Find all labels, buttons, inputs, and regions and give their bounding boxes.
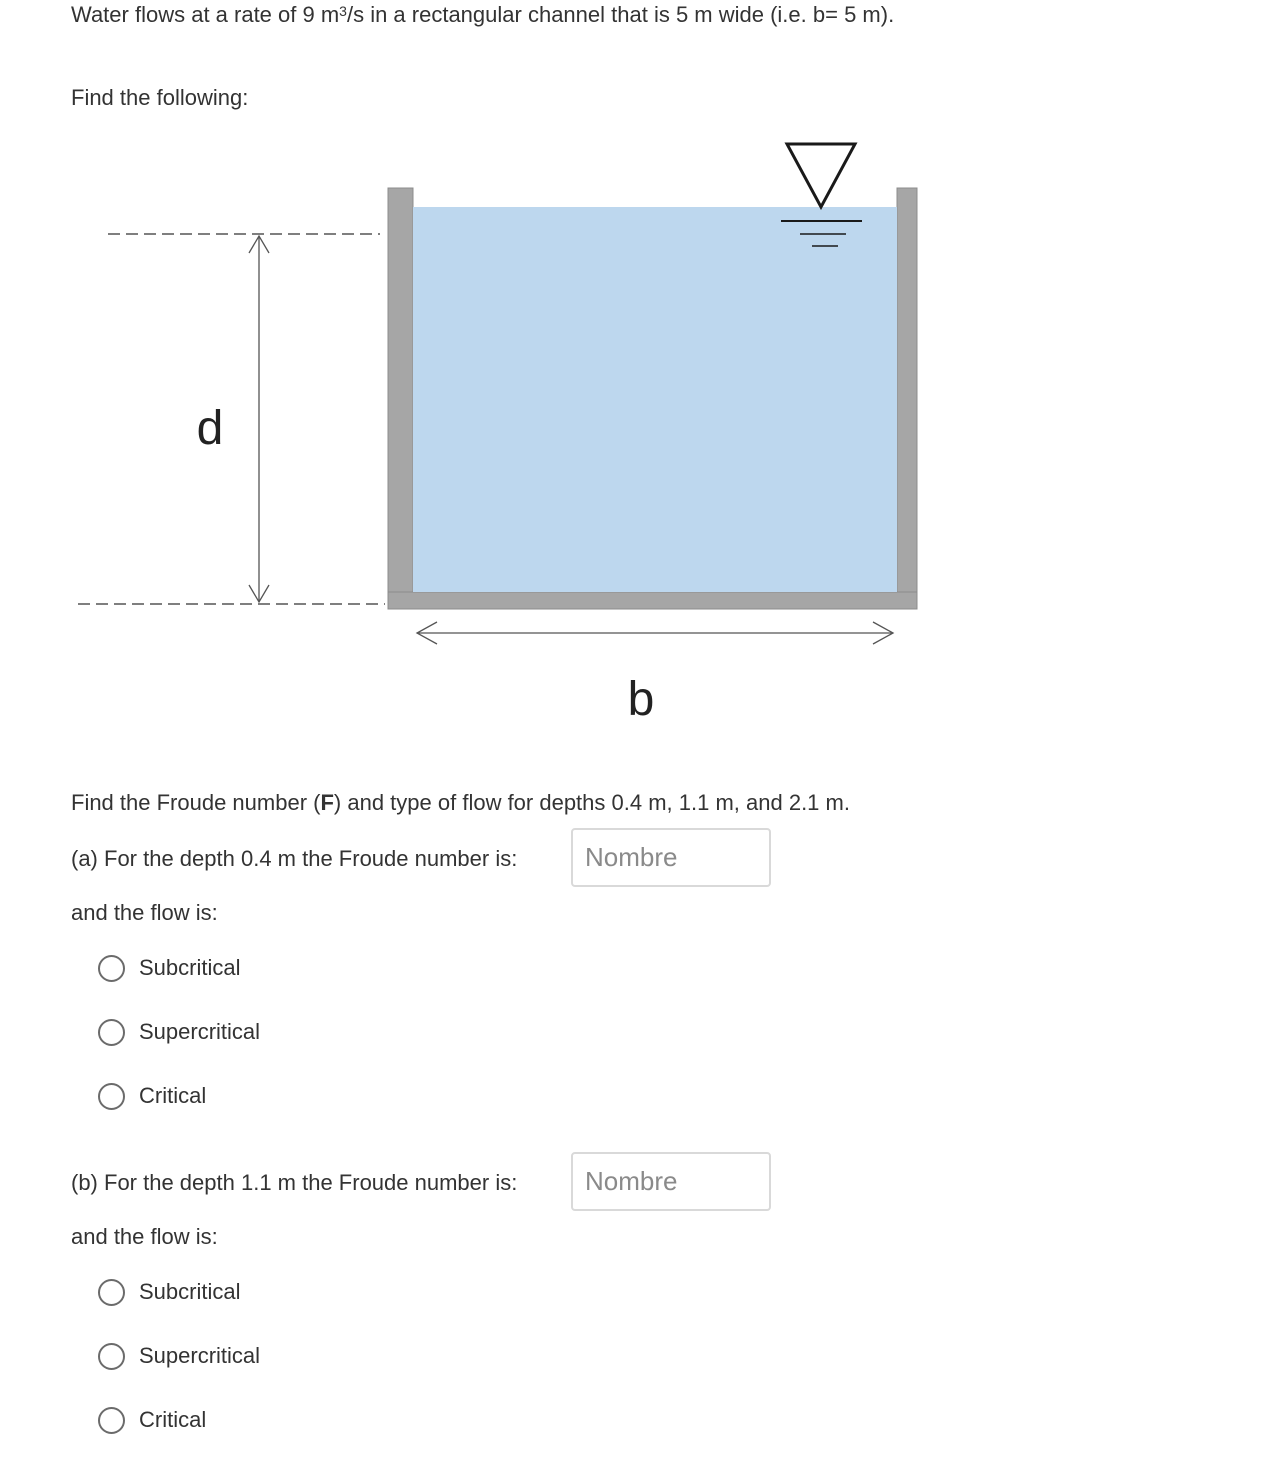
problem-statement-text-end: /s in a rectangular channel that is 5 m wide (i.e. b= 5 m). [346,2,895,27]
part-a-option-critical[interactable] [98,1081,206,1111]
part-a-option-subcritical[interactable] [98,953,240,983]
radio-button[interactable] [98,955,125,982]
option-label: Critical [139,1407,207,1432]
option-label: Subcritical [139,1279,241,1304]
part-b-option-subcritical[interactable] [98,1277,240,1307]
option-label: Critical [139,1083,207,1108]
part-a-froude-input[interactable] [571,828,771,887]
channel-bed [388,592,917,609]
channel-wall-left [388,188,413,609]
froude-instruction-text-end: ) and type of flow for depths 0.4 m, 1.1 m, and 2.1 m. [333,790,850,815]
channel-wall-right [897,188,917,609]
depth-label: d [196,402,224,455]
water-surface-triangle-icon [787,144,855,207]
option-label: Supercritical [139,1019,261,1044]
froude-instruction-text: Find the Froude number ( [71,790,321,815]
froude-instruction [71,790,850,816]
find-following-label: Find the following: [71,85,249,110]
part-a-option-supercritical[interactable] [98,1017,260,1047]
part-b-froude-input[interactable] [571,1152,771,1211]
radio-button[interactable] [98,1407,125,1434]
option-label: Subcritical [139,955,241,980]
part-a-question: (a) For the depth 0.4 m the Froude number is: [71,846,518,871]
radio-button[interactable] [98,1019,125,1046]
part-b-question: (b) For the depth 1.1 m the Froude number is: [71,1170,518,1195]
part-b-option-supercritical[interactable] [98,1341,260,1371]
part-b-option-critical[interactable] [98,1405,206,1435]
radio-button[interactable] [98,1083,125,1110]
part-b-flow-prompt: and the flow is: [71,1224,218,1249]
water-body [413,207,897,592]
width-label: b [627,673,655,726]
radio-button[interactable] [98,1343,125,1370]
froude-symbol: F [320,790,334,815]
cubed-superscript: 3 [339,2,347,19]
option-label: Supercritical [139,1343,261,1368]
radio-button[interactable] [98,1279,125,1306]
part-a-flow-prompt: and the flow is: [71,900,218,925]
problem-statement-text: Water flows at a rate of 9 m [71,2,340,27]
